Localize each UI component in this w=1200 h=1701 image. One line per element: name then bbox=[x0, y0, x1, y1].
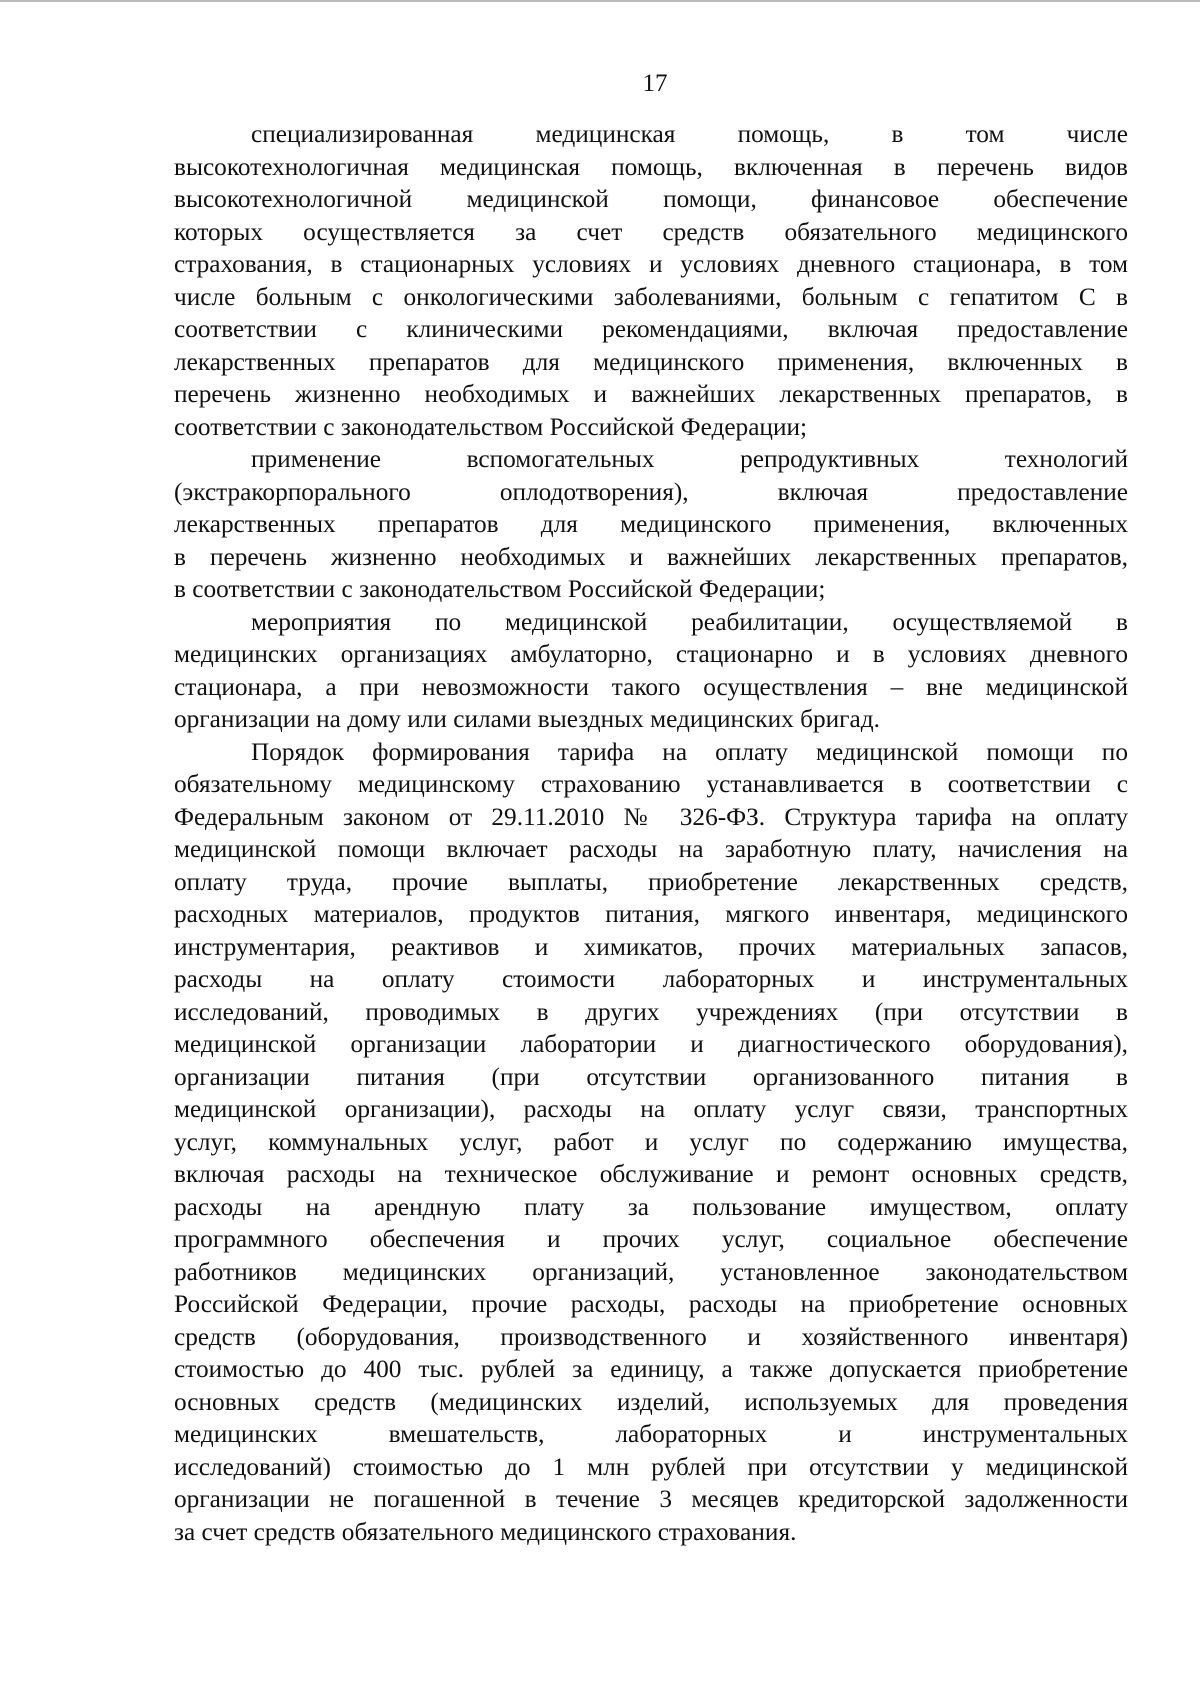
text-line: инструментария, реактивов и химикатов, прочих материальных запасов, bbox=[174, 932, 1128, 961]
text-line: числе больным с онкологическими заболеваниями, больным с гепатитом С в bbox=[174, 282, 1128, 311]
text-line: услуг, коммунальных услуг, работ и услуг по содержанию имущества, bbox=[174, 1127, 1128, 1156]
text-line: расходных материалов, продуктов питания, мягкого инвентаря, медицинского bbox=[174, 900, 1128, 928]
text-line: медицинской помощи включает расходы на заработную плату, начисления на bbox=[174, 835, 1128, 863]
scan-top-edge bbox=[0, 0, 1200, 2]
text-line: основных средств (медицинских изделий, используемых для проведения bbox=[174, 1387, 1128, 1416]
text-line: Российской Федерации, прочие расходы, расходы на приобретение основных bbox=[174, 1290, 1128, 1318]
text-line: обязательному медицинскому страхованию устанавливается в соответствии с bbox=[174, 770, 1128, 798]
text-line: страхования, в стационарных условиях и условиях дневного стационара, в том bbox=[174, 250, 1128, 278]
text-line: соответствии с законодательством Российской Федерации; bbox=[174, 412, 808, 441]
text-line: медицинских вмешательств, лабораторных и инструментальных bbox=[174, 1420, 1128, 1448]
text-line: перечень жизненно необходимых и важнейших лекарственных препаратов, в bbox=[174, 380, 1128, 408]
paragraph bbox=[174, 118, 1128, 443]
text-line: которых осуществляется за счет средств обязательного медицинского bbox=[174, 217, 1128, 246]
text-line: (экстракорпорального оплодотворения), включая предоставление bbox=[174, 477, 1128, 506]
text-line: включая расходы на техническое обслуживание и ремонт основных средств, bbox=[174, 1160, 1128, 1188]
text-line: организации питания (при отсутствии организованного питания в bbox=[174, 1062, 1128, 1091]
text-line: работников медицинских организаций, установленное законодательством bbox=[174, 1257, 1128, 1286]
text-line: исследований) стоимостью до 1 млн рублей при отсутствии у медицинской bbox=[174, 1452, 1128, 1481]
text-line: высокотехнологичная медицинская помощь, включенная в перечень видов bbox=[174, 152, 1128, 181]
text-line: медицинской организации), расходы на оплату услуг связи, транспортных bbox=[174, 1095, 1128, 1123]
text-line: за счет средств обязательного медицинского страхования. bbox=[174, 1517, 797, 1546]
text-line: мероприятия по медицинской реабилитации, осуществляемой в bbox=[251, 607, 1128, 636]
text-line: соответствии с клиническими рекомендациями, включая предоставление bbox=[174, 315, 1128, 343]
text-line: в соответствии с законодательством Российской Федерации; bbox=[174, 575, 826, 603]
text-line: высокотехнологичной медицинской помощи, финансовое обеспечение bbox=[174, 185, 1128, 213]
text-line: организации на дому или силами выездных медицинских бригад. bbox=[174, 705, 880, 733]
text-line: лекарственных препаратов для медицинского применения, включенных в bbox=[174, 347, 1128, 376]
text-line: стоимостью до 400 тыс. рублей за единицу, а также допускается приобретение bbox=[174, 1355, 1128, 1383]
text-line: расходы на арендную плату за пользование имуществом, оплату bbox=[174, 1192, 1128, 1221]
text-line: медицинских организациях амбулаторно, стационарно и в условиях дневного bbox=[174, 640, 1128, 668]
text-line: в перечень жизненно необходимых и важнейших лекарственных препаратов, bbox=[174, 542, 1128, 571]
text-line: программного обеспечения и прочих услуг, социальное обеспечение bbox=[174, 1225, 1128, 1253]
text-line: медицинской организации лаборатории и диагностического оборудования), bbox=[174, 1030, 1128, 1058]
text-line: Порядок формирования тарифа на оплату медицинской помощи по bbox=[251, 737, 1128, 766]
text-line: применение вспомогательных репродуктивных технологий bbox=[251, 445, 1128, 473]
text-line: средств (оборудования, производственного и хозяйственного инвентаря) bbox=[174, 1322, 1128, 1351]
text-line: организации не погашенной в течение 3 месяцев кредиторской задолженности bbox=[174, 1485, 1128, 1513]
text-line: расходы на оплату стоимости лабораторных и инструментальных bbox=[174, 965, 1128, 993]
document-body bbox=[174, 118, 1128, 1548]
text-line: исследований, проводимых в других учреждениях (при отсутствии в bbox=[174, 997, 1128, 1026]
text-line: оплату труда, прочие выплаты, приобретение лекарственных средств, bbox=[174, 867, 1128, 896]
text-line: специализированная медицинская помощь, в том числе bbox=[251, 120, 1128, 148]
paragraph bbox=[174, 443, 1128, 606]
paragraph bbox=[174, 606, 1128, 736]
text-line: лекарственных препаратов для медицинского применения, включенных bbox=[174, 510, 1128, 538]
paragraph bbox=[174, 736, 1128, 1549]
page-number: 17 bbox=[642, 70, 668, 97]
text-line: Федеральным законом от 29.11.2010 № 326-ФЗ. Структура тарифа на оплату bbox=[174, 802, 1128, 831]
text-line: стационара, а при невозможности такого осуществления – вне медицинской bbox=[174, 672, 1128, 701]
